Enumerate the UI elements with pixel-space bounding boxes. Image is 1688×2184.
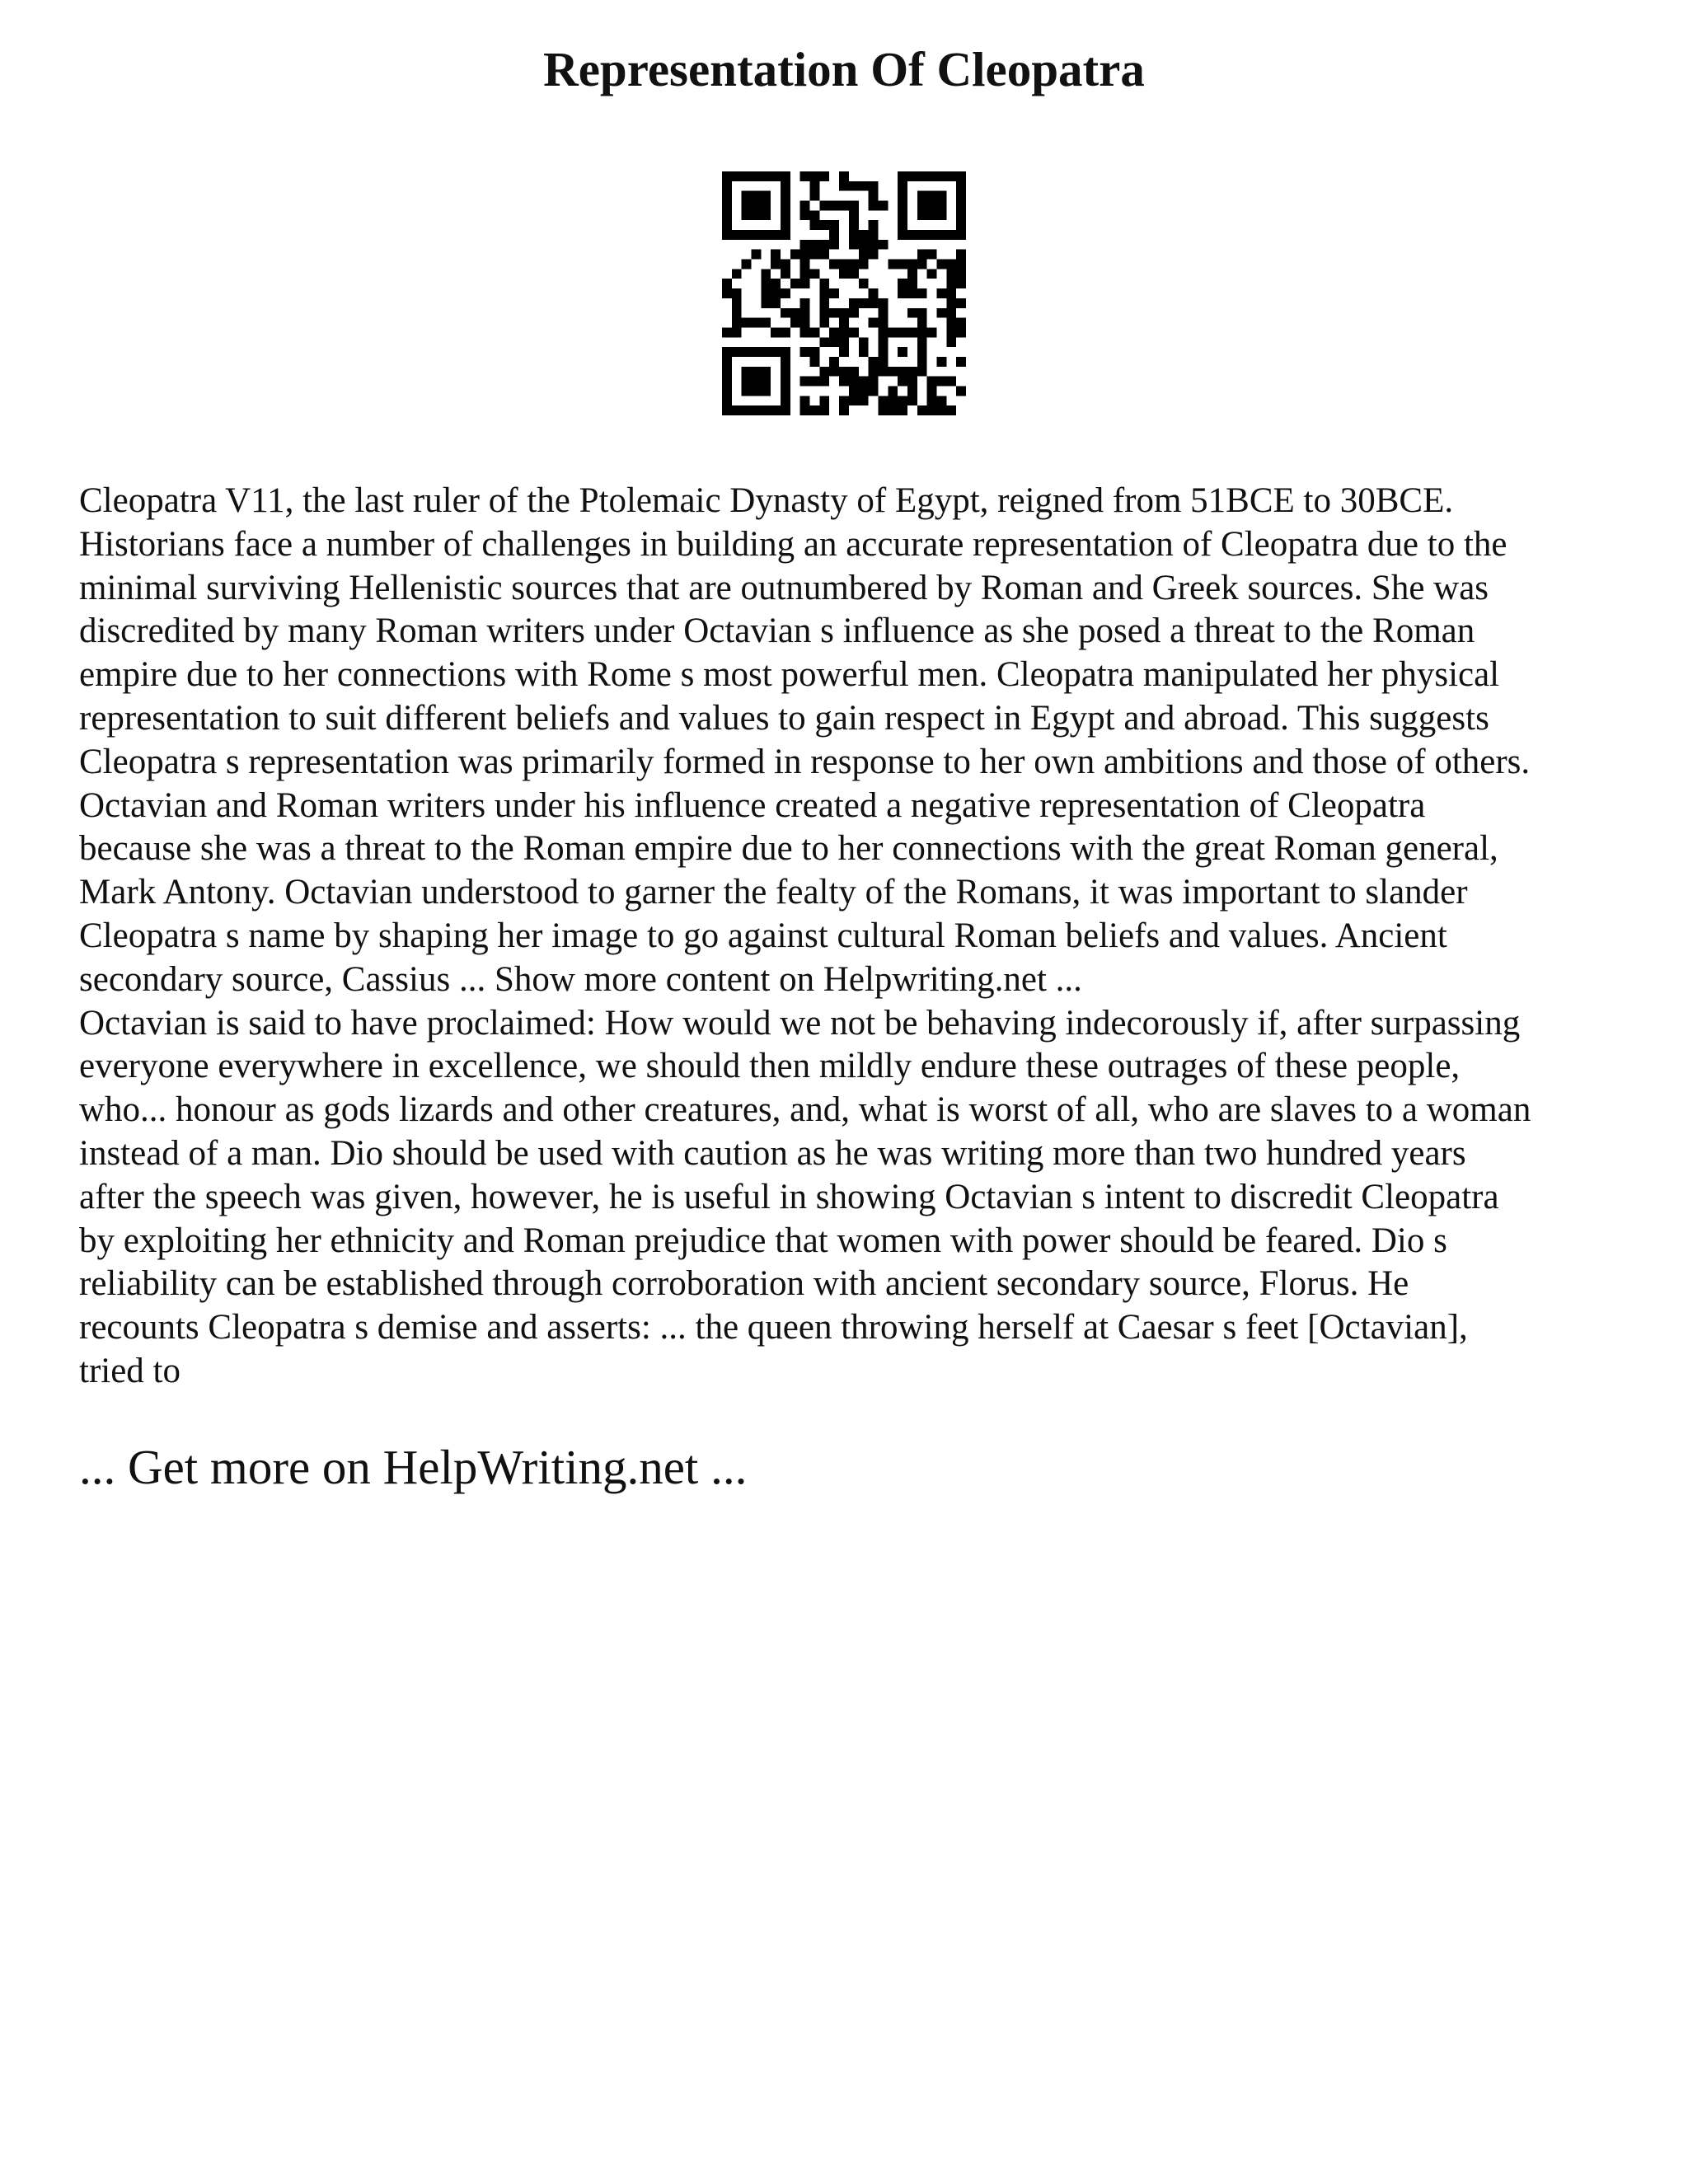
- qr-code-icon: [722, 171, 966, 415]
- paragraph-1: Cleopatra V11, the last ruler of the Ptolemaic Dynasty of Egypt, reigned from 51BCE to 30BCE. Historians face a number of challenges in building an accurate representation of Cleopatra due to the minimal surviving Hellenistic sources that are outnumbered by Roman and Greek sources. She was discredited by many Roman writers under Octavian s influence as she posed a threat to the Roman empire due to her connections with Rome s most powerful men. Cleopatra manipulated her physical representation to suit different beliefs and values to gain respect in Egypt and abroad. This suggests Cleopatra s representation was primarily formed in response to her own ambitions and those of others. Octavian and Roman writers under his influence created a negative representation of Cleopatra because she was a threat to the Roman empire due to her connections with the great Roman general, Mark Antony. Octavian understood to garner the fealty of the Romans, it was important to slander Cleopatra s name by shaping her image to go against cultural Roman beliefs and values. Ancient secondary source, Cassius ... Show more content on Helpwriting.net ...: [79, 481, 1531, 999]
- qr-code: [722, 171, 966, 415]
- page-title: Representation Of Cleopatra: [543, 42, 1145, 96]
- article-body: [79, 480, 1629, 1394]
- paragraph-2: Octavian is said to have proclaimed: How would we not be behaving indecorously if, after surpassing everyone everywhere in excellence, we should then mildly endure these outrages of these people, who... honour as gods lizards and other creatures, and, what is worst of all, who are slaves to a woman instead of a man. Dio should be used with caution as he was writing more than two hundred years after the speech was given, however, he is useful in showing Octavian s intent to discredit Cleopatra by exploiting her ethnicity and Roman prejudice that women with power should be feared. Dio s reliability can be established through corroboration with ancient secondary source, Florus. He recounts Cleopatra s demise and asserts: ... the queen throwing herself at Caesar s feet [Octavian], tried to: [79, 1003, 1531, 1390]
- get-more-link[interactable]: ... Get more on HelpWriting.net ...: [79, 1440, 748, 1494]
